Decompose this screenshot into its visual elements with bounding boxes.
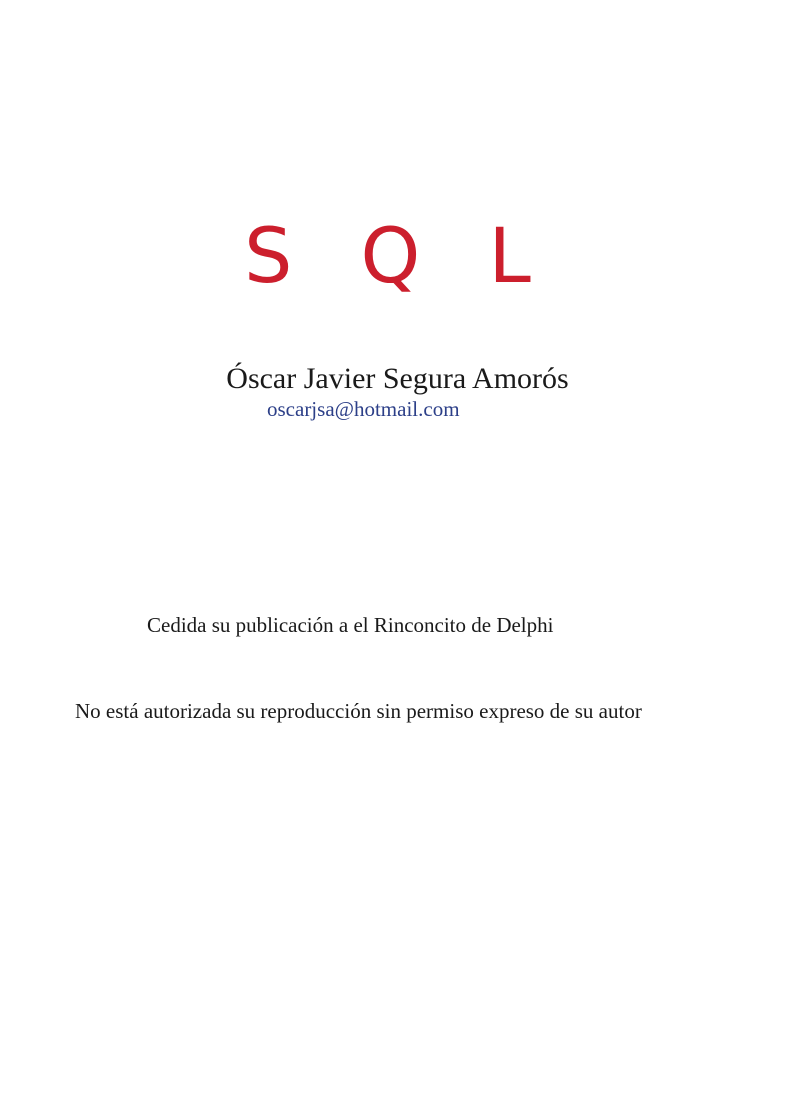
publication-note: Cedida su publicación a el Rinconcito de Delphi xyxy=(147,613,554,637)
author-email: oscarjsa@hotmail.com xyxy=(267,397,460,421)
rights-note: No está autorizada su reproducción sin permiso expreso de su autor xyxy=(75,699,642,723)
document-title: S Q L xyxy=(244,211,553,300)
author-name: Óscar Javier Segura Amorós xyxy=(226,362,569,395)
